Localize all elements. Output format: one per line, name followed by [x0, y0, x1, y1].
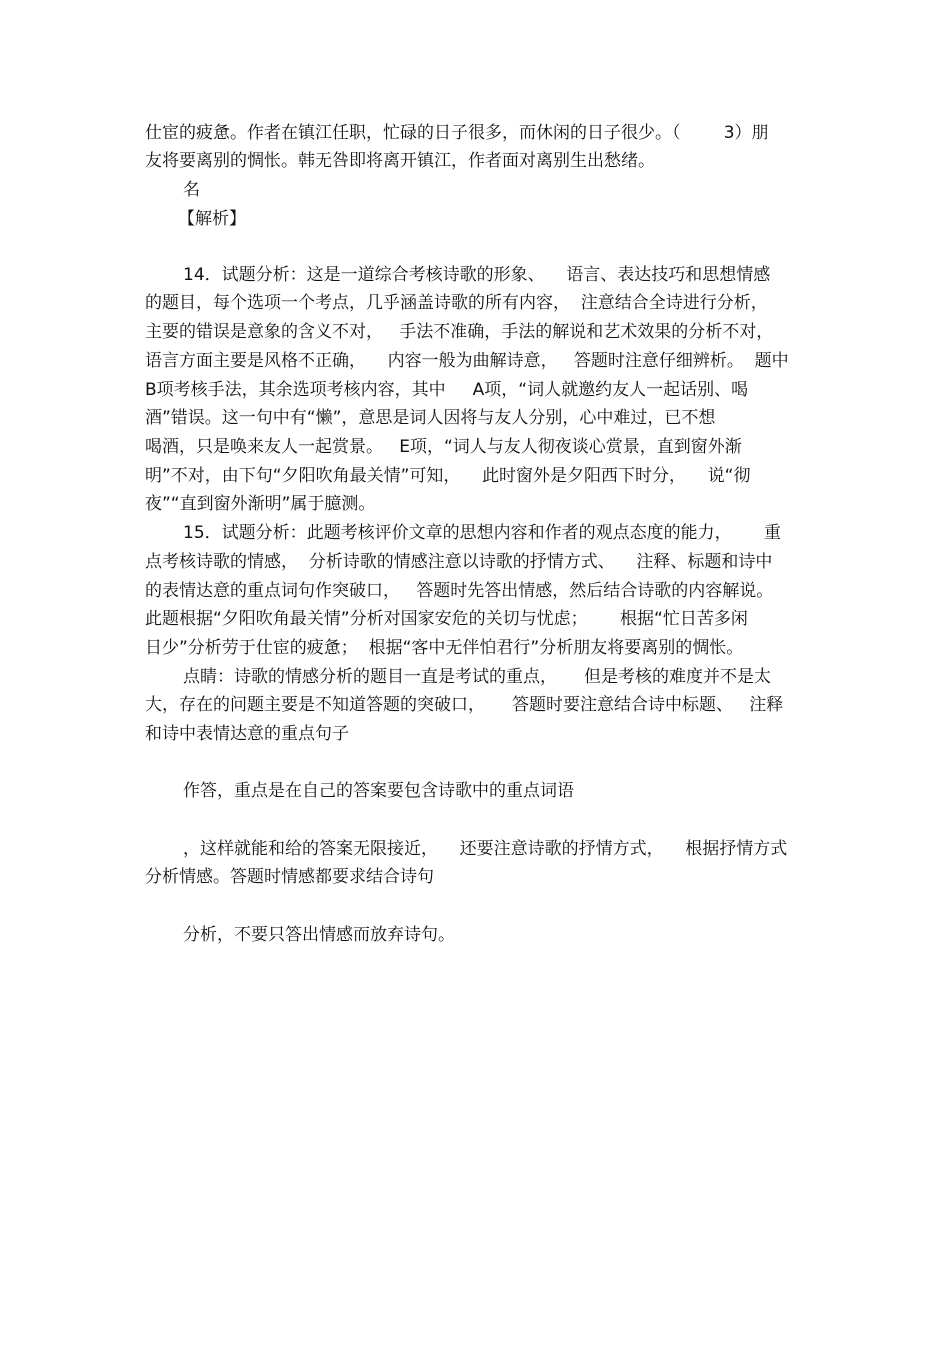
text-line-tip-4: 作答，重点是在自己的答案要包含诗歌中的重点词语 — [183, 781, 574, 801]
text-line-14-6: 酒”错误。这一句中有“懒”，意思是词人因将与友人分别，心中难过，已不想 — [145, 408, 716, 428]
text-line-tip-2: 大，存在的问题主要是不知道答题的突破口， 答题时要注意结合诗中标题、 注释 — [145, 695, 784, 715]
text-line-15-2: 点考核诗歌的情感， 分析诗歌的情感注意以诗歌的抒情方式、 注释、标题和诗中 — [145, 552, 773, 572]
section-heading-analysis: 【解析】 — [178, 209, 246, 229]
text-line-2: 友将要离别的惆怅。韩无咎即将离开镇江，作者面对离别生出愁绪。 — [145, 151, 655, 171]
text-line-14-9: 夜”“直到窗外渐明”属于臆测。 — [145, 494, 376, 514]
text-line-1: 仕宦的疲惫。作者在镇江任职，忙碌的日子很多，而休闲的日子很少。（ 3）朋 — [145, 123, 769, 143]
text-line-14-8: 明”不对，由下句“夕阳吹角最关情”可知， 此时窗外是夕阳西下时分， 说“彻 — [145, 466, 751, 486]
text-line-tip-1: 点睛：诗歌的情感分析的题目一直是考试的重点， 但是考核的难度并不是太 — [183, 667, 772, 687]
text-line-15-5: 日少”分析劳于仕宦的疲惫； 根据“客中无伴怕君行”分析朋友将要离别的惆怅。 — [145, 638, 744, 658]
text-line-14-4: 语言方面主要是风格不正确， 内容一般为曲解诗意， 答题时注意仔细辨析。 题中 — [145, 351, 789, 371]
text-line-15-3: 的表情达意的重点词句作突破口， 答题时先答出情感，然后结合诗歌的内容解说。 — [145, 581, 774, 601]
text-line-tip-5: ，这样就能和给的答案无限接近， 还要注意诗歌的抒情方式， 根据抒情方式 — [183, 839, 788, 859]
text-line-14-2: 的题目，每个选项一个考点，几乎涵盖诗歌的所有内容， 注意结合全诗进行分析， — [145, 293, 768, 313]
text-line-tip-6: 分析情感。答题时情感都要求结合诗句 — [145, 867, 434, 887]
text-line-14-1: 14．试题分析：这是一道综合考核诗歌的形象、 语言、表达技巧和思想情感 — [183, 265, 771, 285]
text-line-tip-7: 分析，不要只答出情感而放弃诗句。 — [183, 925, 455, 945]
text-line-14-3: 主要的错误是意象的含义不对， 手法不准确，手法的解说和艺术效果的分析不对， — [145, 322, 774, 342]
text-line-15-4: 此题根据“夕阳吹角最关情”分析对国家安危的关切与忧虑； 根据“忙日苦多闲 — [145, 609, 748, 629]
text-line-15-1: 15．试题分析：此题考核评价文章的思想内容和作者的观点态度的能力， 重 — [183, 523, 782, 543]
text-line-14-7: 喝酒，只是唤来友人一起赏景。 E项，“词人与友人彻夜谈心赏景，直到窗外渐 — [145, 437, 742, 457]
text-line-tip-3: 和诗中表情达意的重点句子 — [145, 724, 349, 744]
text-line-14-5: B项考核手法，其余选项考核内容，其中 A项，“词人就邀约友人一起话别、喝 — [145, 380, 749, 400]
text-line-3: 名 — [183, 180, 200, 200]
